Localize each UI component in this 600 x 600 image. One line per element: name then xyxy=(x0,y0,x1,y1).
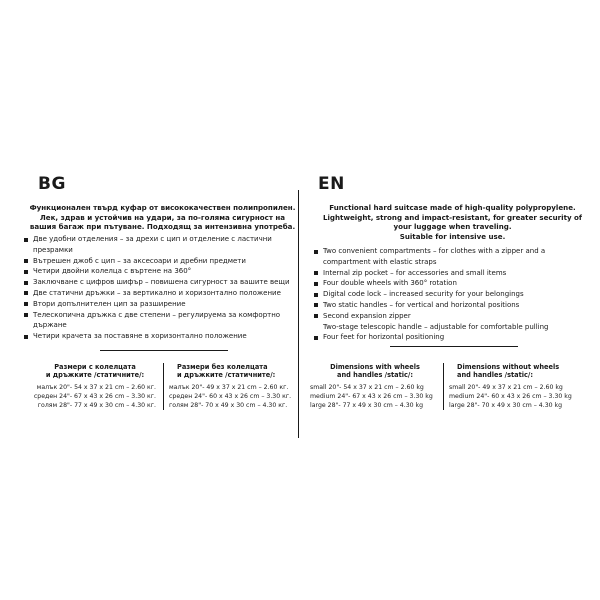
bg-language-heading: BG xyxy=(38,174,66,194)
bullet-icon xyxy=(314,271,318,275)
feature-item xyxy=(312,300,597,311)
feature-text: Second expansion zipper xyxy=(323,311,411,320)
feature-text: Четири двойни колелца с въртене на 360° xyxy=(33,267,192,276)
feature-item xyxy=(312,246,597,257)
size-row-large: large 28"- 70 x 49 x 30 cm – 4.30 kg xyxy=(449,401,563,409)
heading-line: Размери с колелцата xyxy=(54,363,136,371)
feature-item xyxy=(312,332,597,343)
size-row-small: small 20"- 49 x 37 x 21 cm – 2.60 kg xyxy=(449,383,563,391)
feature-item xyxy=(312,289,597,300)
en-dimensions-with-wheels xyxy=(310,363,440,410)
feature-text: Internal zip pocket – for accessories and small items xyxy=(323,268,507,277)
bullet-icon xyxy=(24,291,28,295)
feature-item xyxy=(22,277,307,288)
feature-text: compartment with elastic straps xyxy=(323,257,437,266)
heading-line: and handles /static/: xyxy=(337,371,413,380)
feature-item xyxy=(312,268,597,279)
size-row-medium: medium 24"- 60 x 43 x 26 cm – 3.30 kg xyxy=(449,392,572,400)
en-intro-line: Suitable for intensive use. xyxy=(399,231,506,241)
size-row-medium: medium 24"- 67 x 43 x 26 cm – 3.30 kg xyxy=(310,392,433,400)
bullet-icon xyxy=(314,250,318,254)
bullet-icon xyxy=(314,282,318,286)
feature-text: презрамки xyxy=(33,245,73,254)
heading-line: и дръжките /статичните/: xyxy=(45,371,145,380)
bullet-icon xyxy=(24,259,28,263)
bg-intro-line: вашия багаж при пътуване. Подходящ за интензивна употреба. xyxy=(29,222,296,232)
feature-item-continuation xyxy=(312,322,597,333)
feature-text: Телескопична дръжка с две степени – регулируема за комфортно xyxy=(33,310,281,319)
feature-item-continuation xyxy=(22,320,307,331)
bg-intro-line: Функционален твърд куфар от висококачествен полипропилен. xyxy=(29,203,296,212)
feature-item-continuation xyxy=(22,245,307,256)
feature-item xyxy=(22,331,307,342)
feature-text: Two convenient compartments – for clothes with a zipper and a xyxy=(323,247,546,255)
feature-item xyxy=(22,299,307,310)
bullet-icon xyxy=(24,238,28,242)
size-row-small: small 20"- 54 x 37 x 21 cm – 2.60 kg xyxy=(310,383,424,391)
feature-item xyxy=(22,256,307,267)
en-intro-line: Functional hard suitcase made of high-quality polypropylene. xyxy=(329,203,576,212)
bg-dimensions-with-wheels xyxy=(30,363,160,410)
en-intro-line: Lightweight, strong and impact-resistant, for greater security of xyxy=(322,212,583,222)
bg-feature-list xyxy=(22,234,307,342)
heading-line: Dimensions without wheels xyxy=(457,363,560,371)
en-dimensions-without-wheels xyxy=(443,363,599,410)
feature-text: Two-stage telescopic handle – adjustable for comfortable pulling xyxy=(323,322,549,331)
size-row-large: голям 28"- 77 x 49 x 30 cm – 4.30 кг. xyxy=(37,401,156,409)
heading-line: Размери без колелцата xyxy=(177,363,268,371)
feature-text: Заключване с цифров шифър – повишена сигурност за вашите вещи xyxy=(33,278,290,287)
bg-dimensions-without-wheels-heading xyxy=(169,363,309,380)
bullet-icon xyxy=(24,270,28,274)
size-row-large: large 28"- 77 x 49 x 30 cm – 4.30 kg xyxy=(310,401,424,409)
bullet-icon xyxy=(24,281,28,285)
feature-text: Digital code lock – increased security for your belongings xyxy=(323,290,524,299)
feature-text: Четири крачета за поставяне в хоризонтално положение xyxy=(33,332,247,341)
feature-text: Две статични дръжки – за вертикално и хоризонтално положение xyxy=(33,288,281,297)
heading-line: Dimensions with wheels xyxy=(330,363,420,371)
size-row-medium: среден 24"- 60 x 43 x 26 cm – 3.30 кг. xyxy=(169,392,292,400)
feature-text: държане xyxy=(33,321,67,330)
feature-item xyxy=(312,311,597,322)
bg-intro-line: Лек, здрав и устойчив на удари, за по-голяма сигурност на xyxy=(39,212,286,222)
bullet-icon xyxy=(314,336,318,340)
bg-column xyxy=(20,0,305,600)
feature-item xyxy=(22,266,307,277)
en-intro-line: your luggage when traveling. xyxy=(393,222,512,232)
feature-item xyxy=(22,288,307,299)
feature-item-continuation xyxy=(312,257,597,268)
bullet-icon xyxy=(314,314,318,318)
en-separator xyxy=(390,346,518,347)
bullet-icon xyxy=(314,293,318,297)
en-dimensions-with-wheels-heading xyxy=(310,363,440,380)
en-dimensions-without-wheels-heading xyxy=(449,363,599,380)
feature-item xyxy=(22,234,307,245)
bullet-icon xyxy=(24,313,28,317)
bg-intro xyxy=(20,203,305,232)
size-row-small: малък 20"- 54 x 37 x 21 cm – 2.60 кг. xyxy=(36,383,156,391)
feature-text: Two static handles – for vertical and horizontal positions xyxy=(323,300,520,309)
feature-text: Втори допълнителен цип за разширение xyxy=(33,299,186,308)
heading-line: и дръжките /статичните/: xyxy=(177,371,276,380)
bullet-icon xyxy=(24,335,28,339)
feature-text: Four double wheels with 360° rotation xyxy=(323,279,457,288)
en-intro xyxy=(310,203,595,241)
bg-separator xyxy=(100,350,228,351)
feature-text: Four feet for horizontal positioning xyxy=(323,333,445,342)
bullet-icon xyxy=(24,302,28,306)
feature-item xyxy=(22,310,307,321)
heading-line: and handles /static/: xyxy=(457,371,533,380)
en-column xyxy=(310,0,595,600)
size-row-large: голям 28"- 70 x 49 x 30 cm – 4.30 кг. xyxy=(169,401,288,409)
en-language-heading: EN xyxy=(318,174,345,194)
en-feature-list xyxy=(312,246,597,343)
bg-dimensions-without-wheels xyxy=(163,363,309,410)
size-row-medium: среден 24"- 67 x 43 x 26 cm – 3.30 кг. xyxy=(33,392,156,400)
feature-text: Две удобни отделения – за дрехи с цип и отделение с ластични xyxy=(33,235,272,243)
size-row-small: малък 20"- 49 x 37 x 21 cm – 2.60 кг. xyxy=(169,383,289,391)
bg-dimensions-with-wheels-heading xyxy=(30,363,160,380)
feature-text: Вътрешен джоб с цип – за аксесоари и дребни предмети xyxy=(33,256,246,265)
feature-item xyxy=(312,278,597,289)
bullet-icon xyxy=(314,303,318,307)
